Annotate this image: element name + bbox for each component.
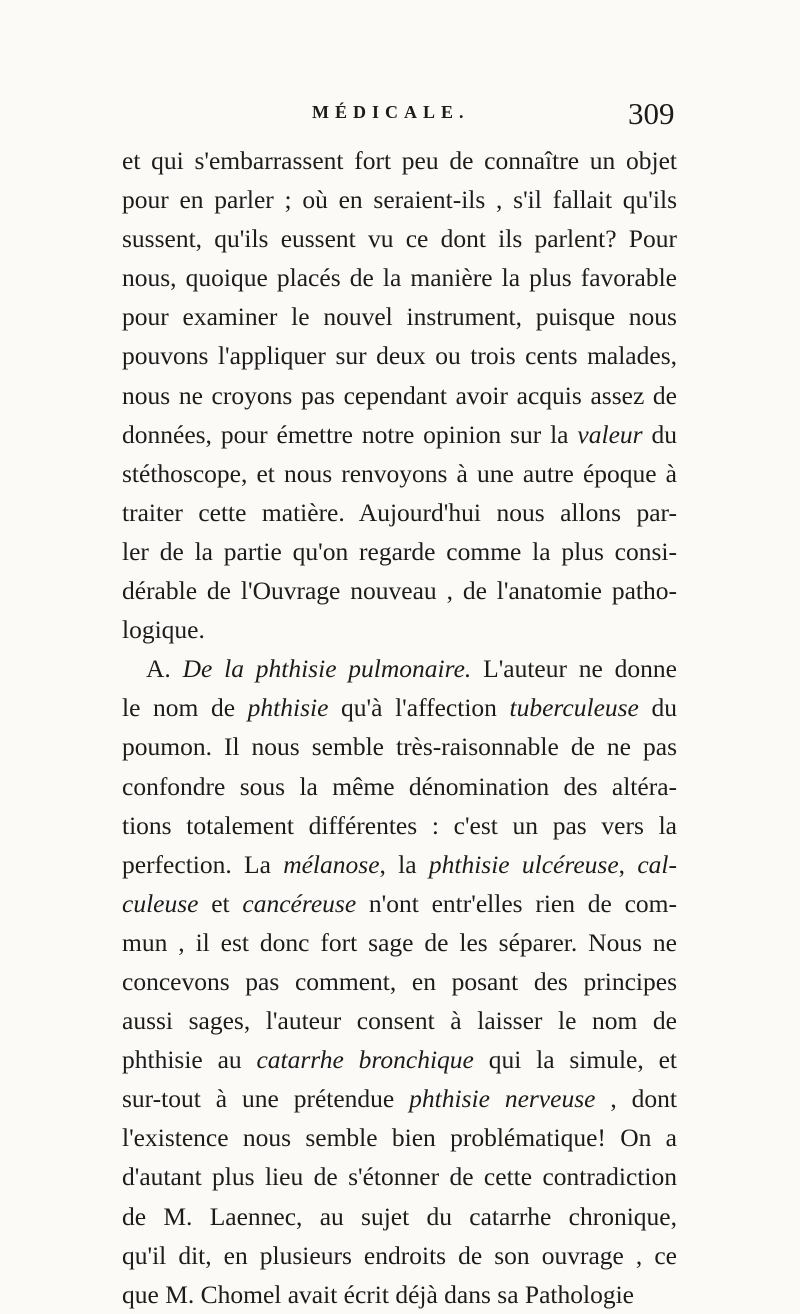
- text-run: n'ont entr'elles rien de com-: [356, 888, 677, 918]
- body-text: [122, 141, 677, 1314]
- text-run: , dont: [595, 1084, 677, 1114]
- italic-text: De la phthisie pulmonaire.: [182, 654, 472, 684]
- text-line: [122, 649, 677, 688]
- text-line: [122, 141, 677, 180]
- text-line: [122, 727, 677, 766]
- text-run: qu'à l'affection: [328, 693, 510, 723]
- text-run: du: [638, 693, 677, 723]
- text-line: [122, 845, 677, 884]
- text-run: et qui s'embarrassent fort peu de connaître un objet: [122, 146, 677, 175]
- text-run: ,: [618, 849, 638, 879]
- text-line: [122, 532, 677, 571]
- text-line: [122, 376, 677, 415]
- text-line: [122, 610, 677, 649]
- text-run: concevons pas comment, en posant des principes: [122, 966, 677, 996]
- text-line: [122, 1157, 677, 1196]
- italic-text: culeuse: [122, 888, 199, 918]
- text-run: ler de la partie qu'on regarde comme la plus consi-: [122, 536, 677, 566]
- text-line: [122, 767, 677, 806]
- italic-text: cancéreuse: [242, 888, 357, 918]
- text-line: [122, 688, 677, 727]
- text-run: nous ne croyons pas cependant avoir acquis assez de: [122, 380, 677, 410]
- text-line: [122, 258, 677, 297]
- text-line: [122, 884, 677, 923]
- text-run: l'existence nous semble bien problématique! On a: [122, 1123, 677, 1153]
- text-line: [122, 297, 677, 336]
- text-run: pour examiner le nouvel instrument, puisque nous: [122, 302, 677, 332]
- text-run: que M. Chomel avait écrit déjà dans sa Pathologie: [122, 1279, 634, 1309]
- text-run: logique.: [122, 615, 205, 645]
- page-header: [0, 96, 800, 140]
- text-line: [122, 415, 677, 454]
- text-run: confondre sous la même dénomination des altéra-: [122, 771, 677, 801]
- italic-text: mélanose: [283, 849, 380, 879]
- text-run: phthisie au: [122, 1045, 257, 1075]
- text-line: [122, 1040, 677, 1079]
- text-run: L'auteur ne donne: [471, 654, 677, 684]
- italic-text: cal-: [637, 849, 677, 879]
- text-run: dérable de l'Ouvrage nouveau , de l'anatomie patho-: [122, 576, 677, 606]
- text-line: [122, 1197, 677, 1236]
- text-run: données, pour émettre notre opinion sur la: [122, 419, 578, 449]
- text-run: du: [642, 419, 677, 449]
- italic-text: valeur: [577, 419, 643, 449]
- text-run: traiter cette matière. Aujourd'hui nous allons par-: [122, 497, 677, 527]
- text-line: [122, 1079, 677, 1118]
- text-run: sur-tout à une prétendue: [122, 1084, 410, 1114]
- italic-text: catarrhe bronchique: [256, 1045, 474, 1075]
- text-run: de M. Laennec, au sujet du catarrhe chronique,: [122, 1201, 677, 1231]
- text-run: , la: [379, 849, 429, 879]
- text-run: sussent, qu'ils eussent vu ce dont ils parlent? Pour: [122, 224, 677, 254]
- text-run: poumon. Il nous semble très-raisonnable de ne pas: [122, 732, 677, 762]
- text-run: nous, quoique placés de la manière la plus favorable: [122, 263, 677, 293]
- text-run: qu'il dit, en plusieurs endroits de son ouvrage , ce: [122, 1240, 677, 1270]
- text-run: perfection. La: [122, 849, 284, 879]
- text-line: [122, 923, 677, 962]
- italic-text: phthisie nerveuse: [409, 1084, 596, 1114]
- text-line: [122, 571, 677, 610]
- text-run: qui la simule, et: [473, 1045, 677, 1075]
- text-run: stéthoscope, et nous renvoyons à une autre époque à: [122, 458, 677, 488]
- text-run: mun , il est donc fort sage de les séparer. Nous ne: [122, 927, 677, 957]
- text-line: [122, 962, 677, 1001]
- italic-text: phthisie ulcéreuse: [428, 849, 619, 879]
- italic-text: phthisie: [247, 693, 329, 723]
- text-line: [122, 1275, 677, 1314]
- text-run: pour en parler ; où en seraient-ils , s'il fallait qu'ils: [122, 185, 677, 215]
- italic-text: tuberculeuse: [509, 693, 639, 723]
- text-line: [122, 1118, 677, 1157]
- text-run: pouvons l'appliquer sur deux ou trois cents malades,: [122, 341, 677, 371]
- text-line: [122, 493, 677, 532]
- text-run: A.: [146, 654, 183, 684]
- text-run: aussi sages, l'auteur consent à laisser le nom de: [122, 1006, 677, 1036]
- text-line: [122, 219, 677, 258]
- running-title: MÉDICALE.: [312, 102, 470, 122]
- text-run: tions totalement différentes : c'est un pas vers la: [122, 810, 677, 840]
- text-run: d'autant plus lieu de s'étonner de cette contradiction: [122, 1162, 677, 1192]
- text-line: [122, 180, 677, 219]
- text-run: le nom de: [122, 693, 248, 723]
- page-number: 309: [628, 96, 675, 131]
- text-run: et: [198, 888, 243, 918]
- text-line: [122, 806, 677, 845]
- text-line: [122, 336, 677, 375]
- text-line: [122, 1236, 677, 1275]
- text-line: [122, 454, 677, 493]
- text-line: [122, 1001, 677, 1040]
